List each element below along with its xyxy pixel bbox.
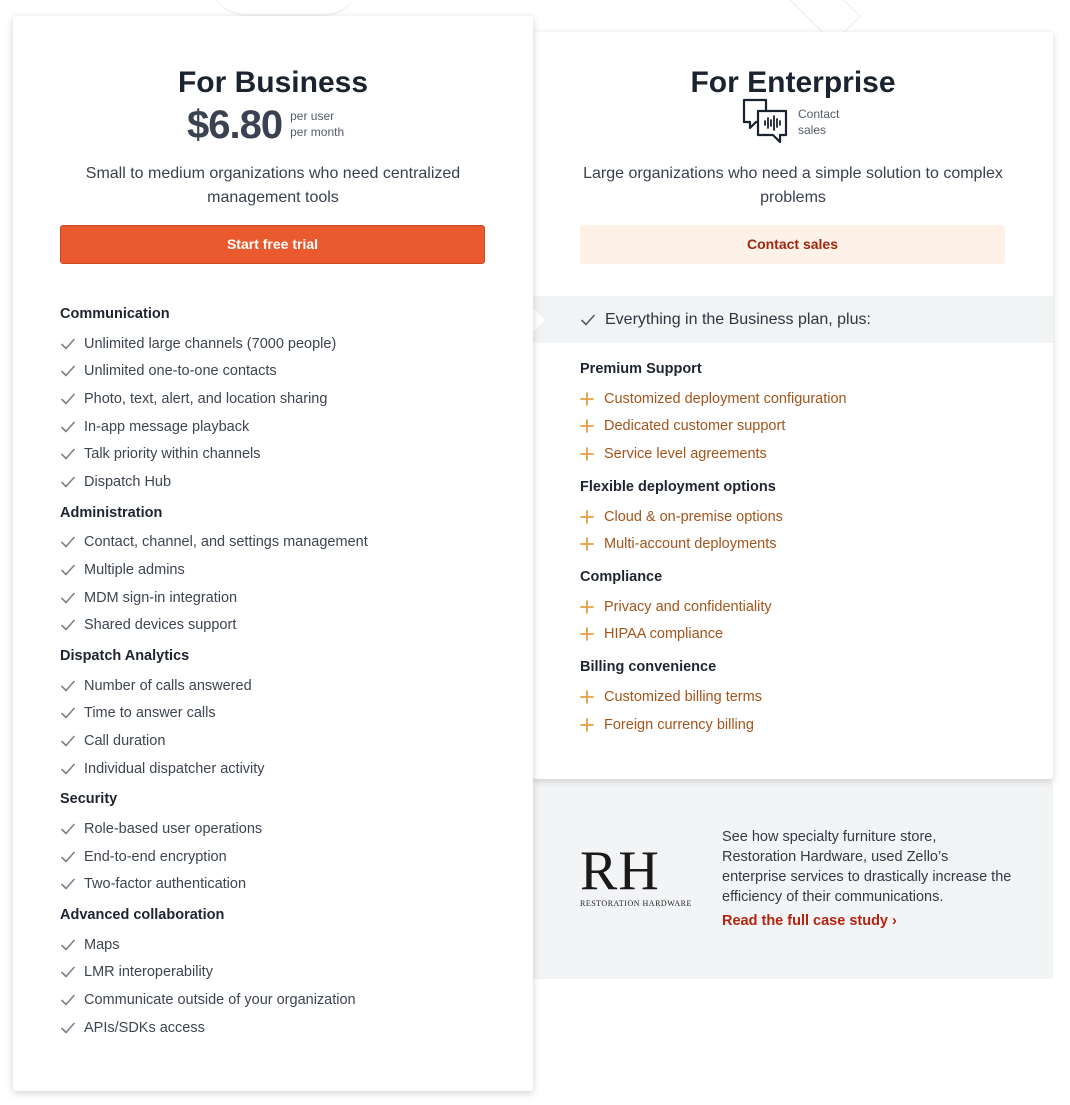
feature-label: Multiple admins [84,561,185,578]
feature-item [60,986,500,1014]
price-value: $6.80 [187,103,283,147]
section-heading: Administration [60,504,163,521]
contact-line1: Contact [798,107,840,121]
feature-label: Dispatch Hub [84,473,172,490]
check-icon [60,937,76,953]
business-plan-title: For Business [177,66,369,99]
enterprise-plan-title: For Enterprise [690,66,896,99]
plus-icon [580,718,594,732]
feature-label: Number of calls answered [84,677,252,694]
business-plan-card [13,16,533,1091]
feature-label: Multi-account deployments [604,536,777,553]
enterprise-feature-list [580,359,1020,738]
feature-item [60,413,500,441]
check-icon [60,876,76,892]
case-study-panel [533,779,1053,979]
enterprise-plan-description: Large organizations who need a simple solution to complex problems [583,165,1003,206]
check-icon [60,446,76,462]
section-heading: Dispatch Analytics [60,647,190,664]
feature-item [60,959,500,987]
contact-sales-button[interactable]: Contact sales [580,225,1005,264]
feature-item [580,711,1020,739]
check-icon [580,312,596,328]
section-heading: Flexible deployment options [580,478,776,495]
feature-item [60,727,500,755]
case-study-text: See how specialty furniture store, Restoration Hardware, used Zello’s enterprise services to drastically increase the efficiency of their communications. [722,829,1012,905]
business-feature-list [60,304,500,1041]
check-icon [60,821,76,837]
feature-item [60,815,500,843]
feature-item [580,683,1020,711]
section-heading: Compliance [580,568,663,585]
feature-label: Unlimited one-to-one contacts [84,363,277,380]
check-icon [60,678,76,694]
feature-item [580,440,1020,468]
feature-item [60,330,500,358]
feature-item [60,611,500,639]
logo-letters: RH [580,840,660,902]
business-price [187,104,344,146]
feature-label: Two-factor authentication [84,876,247,893]
feature-item [60,529,500,557]
feature-item [60,871,500,899]
feature-label: Time to answer calls [84,705,216,722]
contact-line2: sales [798,123,827,137]
feature-label: Contact, channel, and settings management [84,534,368,551]
plus-icon [580,392,594,406]
feature-item [580,385,1020,413]
feature-item [60,584,500,612]
feature-label: In-app message playback [84,418,250,435]
feature-label: Unlimited large channels (7000 people) [84,335,337,352]
feature-label: Shared devices support [84,617,237,634]
feature-item [580,621,1020,649]
section-heading: Advanced collaboration [60,907,225,924]
check-icon [60,1020,76,1036]
check-icon [60,992,76,1008]
business-plan-description: Small to medium organizations who need centralized management tools [85,165,461,206]
plus-icon [580,537,594,551]
feature-label: MDM sign-in integration [84,589,238,606]
feature-label: Individual dispatcher activity [84,760,265,777]
card-pointer [533,308,545,332]
feature-item [60,358,500,386]
price-unit-line1: per user [290,109,335,123]
check-icon [60,419,76,435]
feature-item [60,672,500,700]
feature-label: End-to-end encryption [84,848,227,865]
everything-in-business-row [533,296,1053,343]
feature-label: Dedicated customer support [604,418,786,435]
feature-item [580,413,1020,441]
feature-label: Photo, text, alert, and location sharing [84,390,328,407]
section-heading: Security [60,791,118,808]
restoration-hardware-logo [580,840,692,908]
enterprise-plan-card [533,32,1053,779]
plus-icon [580,627,594,641]
feature-item [60,440,500,468]
logo-subtitle: RESTORATION HARDWARE [580,899,692,908]
feature-label: Talk priority within channels [84,446,261,463]
feature-item [60,1014,500,1042]
feature-item [60,468,500,496]
plus-icon [580,510,594,524]
chat-bubbles-icon [742,97,788,145]
plus-icon [580,690,594,704]
feature-item [60,843,500,871]
check-icon [60,705,76,721]
start-free-trial-button[interactable]: Start free trial [60,225,485,264]
feature-item [60,556,500,584]
check-icon [60,363,76,379]
check-icon [60,590,76,606]
feature-item [580,503,1020,531]
check-icon [60,336,76,352]
feature-item [60,385,500,413]
feature-label: LMR interoperability [84,964,213,981]
feature-item [60,755,500,783]
check-icon [60,617,76,633]
price-unit [290,108,344,140]
read-case-study-link[interactable]: Read the full case study › [722,913,897,929]
check-icon [60,534,76,550]
feature-label: Customized billing terms [604,688,762,705]
feature-label: Customized deployment configuration [604,390,847,407]
feature-item [580,530,1020,558]
feature-label: Communicate outside of your organization [84,992,356,1009]
feature-item [580,593,1020,621]
contact-sales-label [798,106,839,138]
feature-label: Service level agreements [604,445,767,462]
check-icon [60,562,76,578]
plus-icon [580,600,594,614]
feature-label: Maps [84,936,120,953]
section-heading: Communication [60,306,170,322]
price-unit-line2: per month [290,125,345,139]
everything-label: Everything in the Business plan, plus: [605,310,871,328]
section-heading: Billing convenience [580,659,717,676]
check-icon [60,849,76,865]
background-decoration [210,0,360,16]
feature-label: APIs/SDKs access [84,1019,205,1036]
check-icon [60,733,76,749]
feature-label: Call duration [84,732,166,749]
feature-item [60,700,500,728]
plus-icon [580,419,594,433]
plus-icon [580,447,594,461]
feature-label: Cloud & on-premise options [604,508,783,525]
feature-label: Privacy and confidentiality [604,598,772,615]
check-icon [60,761,76,777]
feature-label: Foreign currency billing [604,716,754,733]
section-heading: Premium Support [580,361,702,377]
feature-item [60,931,500,959]
feature-label: HIPAA compliance [604,626,724,643]
feature-label: Role-based user operations [84,821,263,838]
check-icon [60,391,76,407]
check-icon [60,474,76,490]
check-icon [60,964,76,980]
